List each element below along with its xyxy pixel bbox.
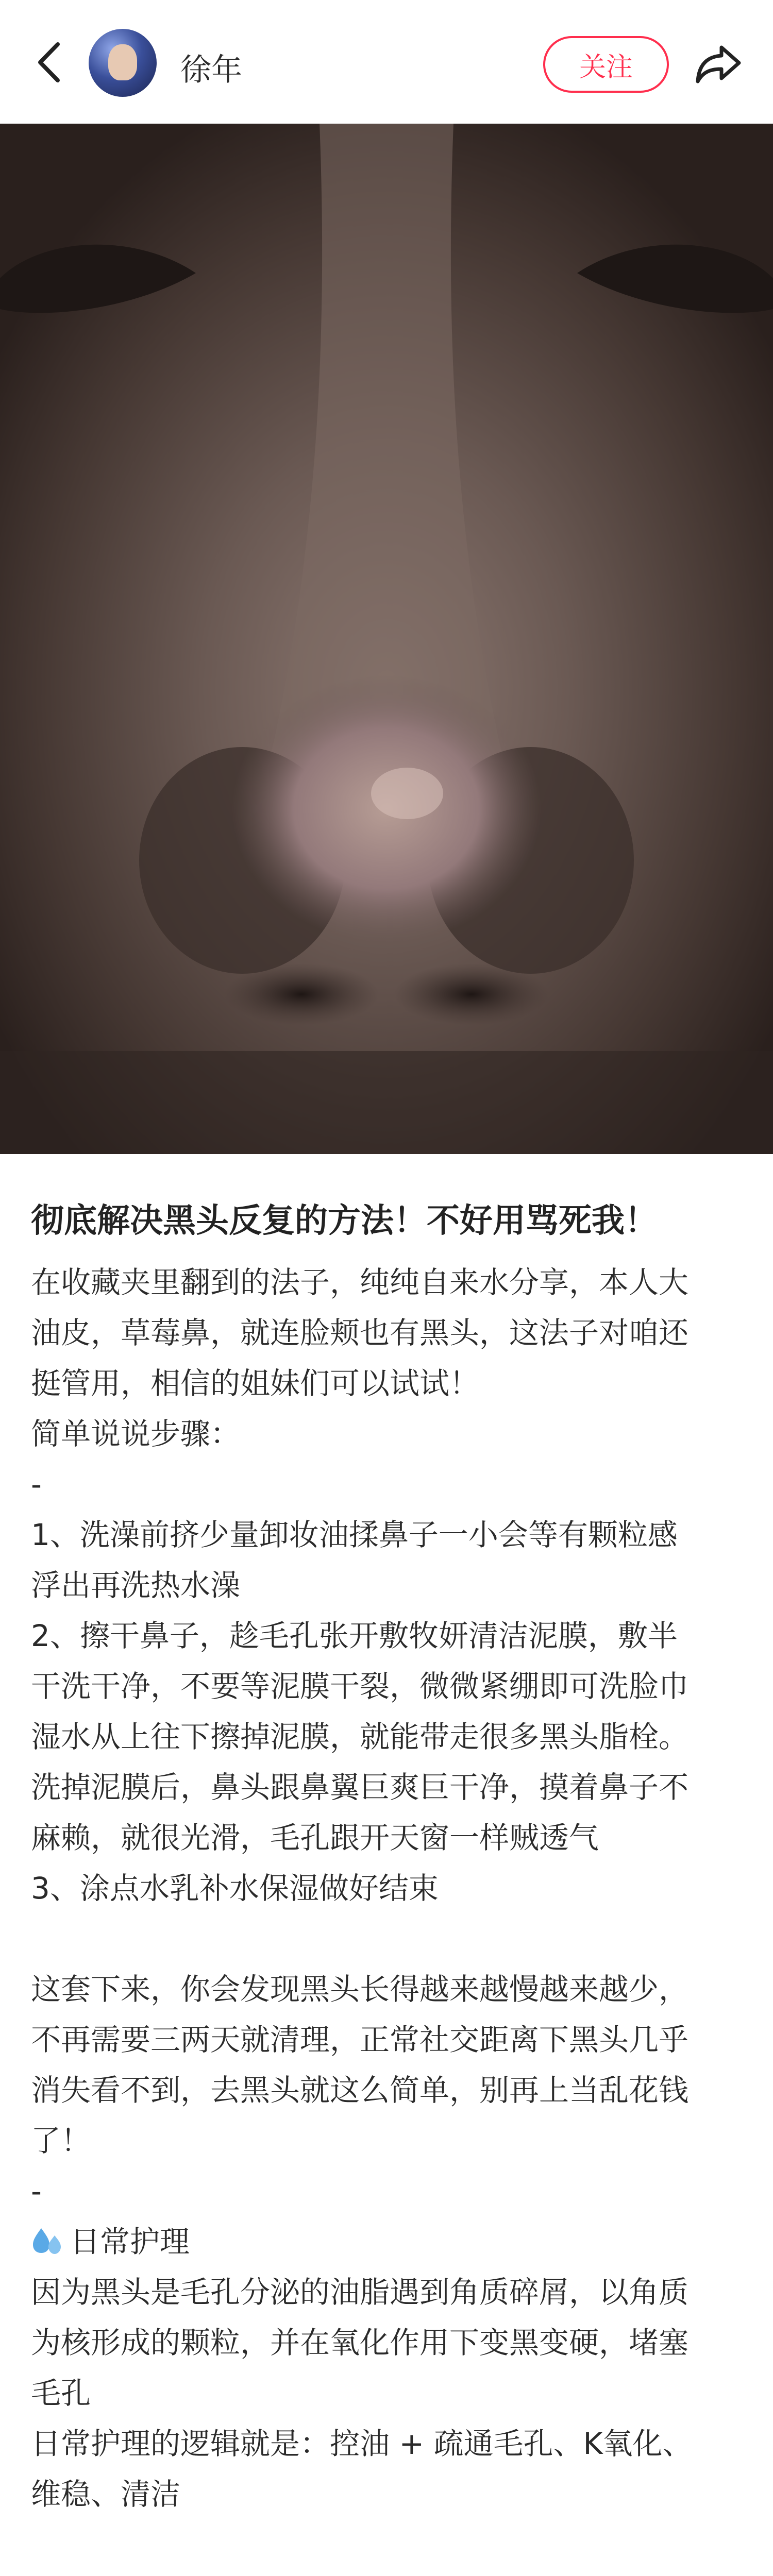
body-line: 挺管用，相信的姐妹们可以试试！ <box>31 1366 480 1401</box>
body-line: - <box>31 1467 42 1502</box>
section-line: 日常护理的逻辑就是：控油 + 疏通毛孔、K氧化、 <box>31 2426 693 2461</box>
body-line: 湿水从上往下擦掉泥膜，就能带走很多黑头脂栓。 <box>31 1719 689 1754</box>
share-icon[interactable] <box>694 40 743 87</box>
post-image[interactable] <box>0 124 773 1154</box>
body-line: 干洗干净，不要等泥膜干裂，微微紧绷即可洗脸巾 <box>31 1669 689 1704</box>
section-title: 日常护理 <box>70 2224 190 2259</box>
body-line: 消失看不到，去黑头就这么简单，别再上当乱花钱 <box>31 2073 689 2108</box>
body-line: 简单说说步骤： <box>31 1416 241 1451</box>
body-line: 3、涂点水乳补水保湿做好结束 <box>31 1871 439 1906</box>
body-line: 洗掉泥膜后，鼻头跟鼻翼巨爽巨干净，摸着鼻子不 <box>31 1770 689 1805</box>
author-avatar[interactable] <box>89 29 157 97</box>
water-droplets-icon <box>31 2226 64 2257</box>
section-line: 维稳、清洁 <box>31 2477 181 2512</box>
author-name[interactable]: 徐年 <box>180 52 242 88</box>
body-line: 在收藏夹里翻到的法子，纯纯自来水分享，本人大 <box>31 1265 689 1300</box>
post-title: 彻底解决黑头反复的方法！不好用骂死我！ <box>31 1202 658 1240</box>
back-arrow-icon[interactable] <box>31 39 72 86</box>
follow-button[interactable]: 关注 <box>543 36 669 93</box>
nose-photo <box>0 124 773 1154</box>
section-heading <box>31 2216 750 2267</box>
section-line: 毛孔 <box>31 2376 91 2411</box>
section-line: 为核形成的颗粒，并在氧化作用下变黑变硬，堵塞 <box>31 2325 689 2360</box>
top-bar <box>0 0 773 124</box>
section-line: 因为黑头是毛孔分泌的油脂遇到角质碎屑，以角质 <box>31 2275 689 2310</box>
body-blank-line <box>31 1913 750 1964</box>
body-line: 不再需要三两天就清理，正常社交距离下黑头几乎 <box>31 2022 689 2057</box>
body-line: 1、洗澡前挤少量卸妆油揉鼻子一小会等有颗粒感 <box>31 1517 678 1552</box>
body-line: 麻赖，就很光滑，毛孔跟开天窗一样贼透气 <box>31 1820 599 1855</box>
body-line: 2、擦干鼻子，趁毛孔张开敷牧妍清洁泥膜，敷半 <box>31 1618 678 1653</box>
body-line: - <box>31 2174 42 2209</box>
body-line: 油皮，草莓鼻，就连脸颊也有黑头，这法子对咱还 <box>31 1315 689 1350</box>
body-line: 了！ <box>31 2123 91 2158</box>
body-line: 这套下来，你会发现黑头长得越来越慢越来越少， <box>31 1972 689 2007</box>
body-line: 浮出再洗热水澡 <box>31 1568 241 1603</box>
post-body <box>31 1257 750 2519</box>
